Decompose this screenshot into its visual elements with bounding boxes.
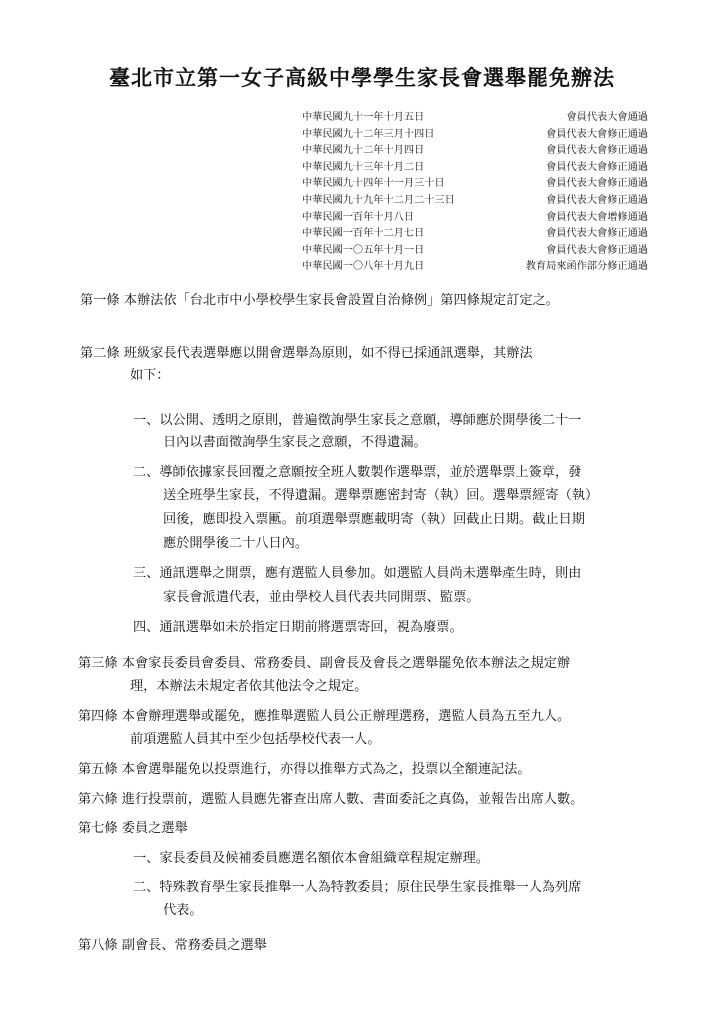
history-row: [302, 143, 648, 160]
history-action: 會員代表大會增修通過: [546, 211, 648, 223]
article-1-line: 第一條 本辦法依「台北市中小學校學生家長會設置自治條例」第四條規定訂定之。: [80, 293, 559, 308]
article-2-line: 第二條 班級家長代表選舉應以開會選舉為原則，如不得已採通訊選舉，其辦法: [80, 346, 533, 361]
history-date: 中華民國九十一年十月五日: [302, 112, 425, 123]
history-date: 中華民國一百年十月八日: [302, 211, 415, 223]
item-line: 一、以公開、透明之原則，普遍徵詢學生家長之意願，導師應於開學後二十一: [133, 413, 582, 428]
history-action: 會員代表大會修正通過: [546, 161, 648, 173]
history-date: 中華民國九十九年十二月二十三日: [302, 194, 455, 206]
history-row: [302, 110, 648, 127]
history-action: 會員代表大會修正通過: [546, 128, 648, 140]
history-row: [302, 127, 648, 144]
article-5-line: 第五條 本會選舉罷免以投票進行，亦得以推舉方式為之，投票以全額連記法。: [78, 762, 531, 777]
history-row: [302, 243, 648, 260]
history-action: 會員代表大會修正通過: [546, 228, 648, 240]
item-line: 家長會派遣代表，並由學校人員代表共同開票、監票。: [163, 590, 480, 605]
item-line: 四、通訊選舉如未於指定日期前將選票寄回，視為廢票。: [133, 620, 463, 635]
article-3-line: 理，本辦法未規定者依其他法令之規定。: [130, 679, 368, 694]
history-row: [302, 210, 648, 227]
amendment-history: [302, 110, 648, 276]
item-line: 應於開學後二十八日內。: [163, 536, 309, 551]
history-action: 會員代表大會修正通過: [546, 178, 648, 190]
history-action: 會員代表大會修正通過: [546, 145, 648, 157]
item-line: 二、特殊教育學生家長推舉一人為特教委員；原住民學生家長推舉一人為列席: [133, 880, 582, 895]
article-4-line: 第四條 本會辦理選舉或罷免，應推舉選監人員公正辦理選務，選監人員為五至九人。: [78, 709, 571, 724]
item-line: 一、家長委員及候補委員應選名額依本會組織章程規定辦理。: [133, 851, 490, 866]
history-date: 中華民國一〇八年十月九日: [302, 261, 425, 273]
history-row: [302, 226, 648, 243]
history-row: [302, 193, 648, 210]
history-date: 中華民國九十二年三月十四日: [302, 128, 435, 140]
article-4-line: 前項選監人員其中至少包括學校代表一人。: [130, 732, 381, 747]
history-date: 中華民國一〇五年十月一日: [302, 244, 425, 256]
history-row: [302, 176, 648, 193]
history-date: 中華民國九十二年十月四日: [302, 145, 425, 157]
article-6-line: 第六條 進行投票前，選監人員應先審查出席人數、書面委託之真偽，並報告出席人數。: [78, 792, 584, 807]
history-action: 會員代表大會修正通過: [546, 244, 648, 256]
document-title: 臺北市立第一女子高級中學學生家長會選舉罷免辦法: [109, 65, 615, 90]
history-date: 中華民國一百年十二月七日: [302, 228, 425, 240]
article-8-line: 第八條 副會長、常務委員之選舉: [78, 938, 267, 953]
article-2-line: 如下：: [130, 368, 170, 383]
history-action: 會員代表大會通過: [566, 112, 648, 123]
item-line: 日內以書面徵詢學生家長之意願，不得遺漏。: [163, 435, 427, 450]
history-action: 會員代表大會修正通過: [546, 194, 648, 206]
history-row: [302, 160, 648, 177]
article-7-line: 第七條 委員之選舉: [78, 821, 188, 836]
history-date: 中華民國九十三年十月二日: [302, 161, 425, 173]
item-line: 送全班學生家長，不得遺漏。選舉票應密封寄（執）回。選舉票經寄（執）: [163, 488, 599, 503]
item-line: 二、導師依據家長回覆之意願按全班人數製作選舉票，並於選舉票上簽章，發: [133, 465, 582, 480]
article-3-line: 第三條 本會家長委員會委員、常務委員、副會長及會長之選舉罷免依本辦法之規定辦: [78, 656, 571, 671]
history-row: [302, 259, 648, 276]
history-action: 教育局來函作部分修正通過: [525, 261, 648, 273]
item-line: 三、通訊選舉之開票，應有選監人員參加。如選監人員尚未選舉產生時，則由: [133, 566, 582, 581]
item-line: 代表。: [163, 903, 203, 918]
history-date: 中華民國九十四年十一月三十日: [302, 178, 445, 190]
item-line: 回後，應即投入票匭。前項選舉票應載明寄（執）回截止日期。截止日期: [163, 512, 585, 527]
